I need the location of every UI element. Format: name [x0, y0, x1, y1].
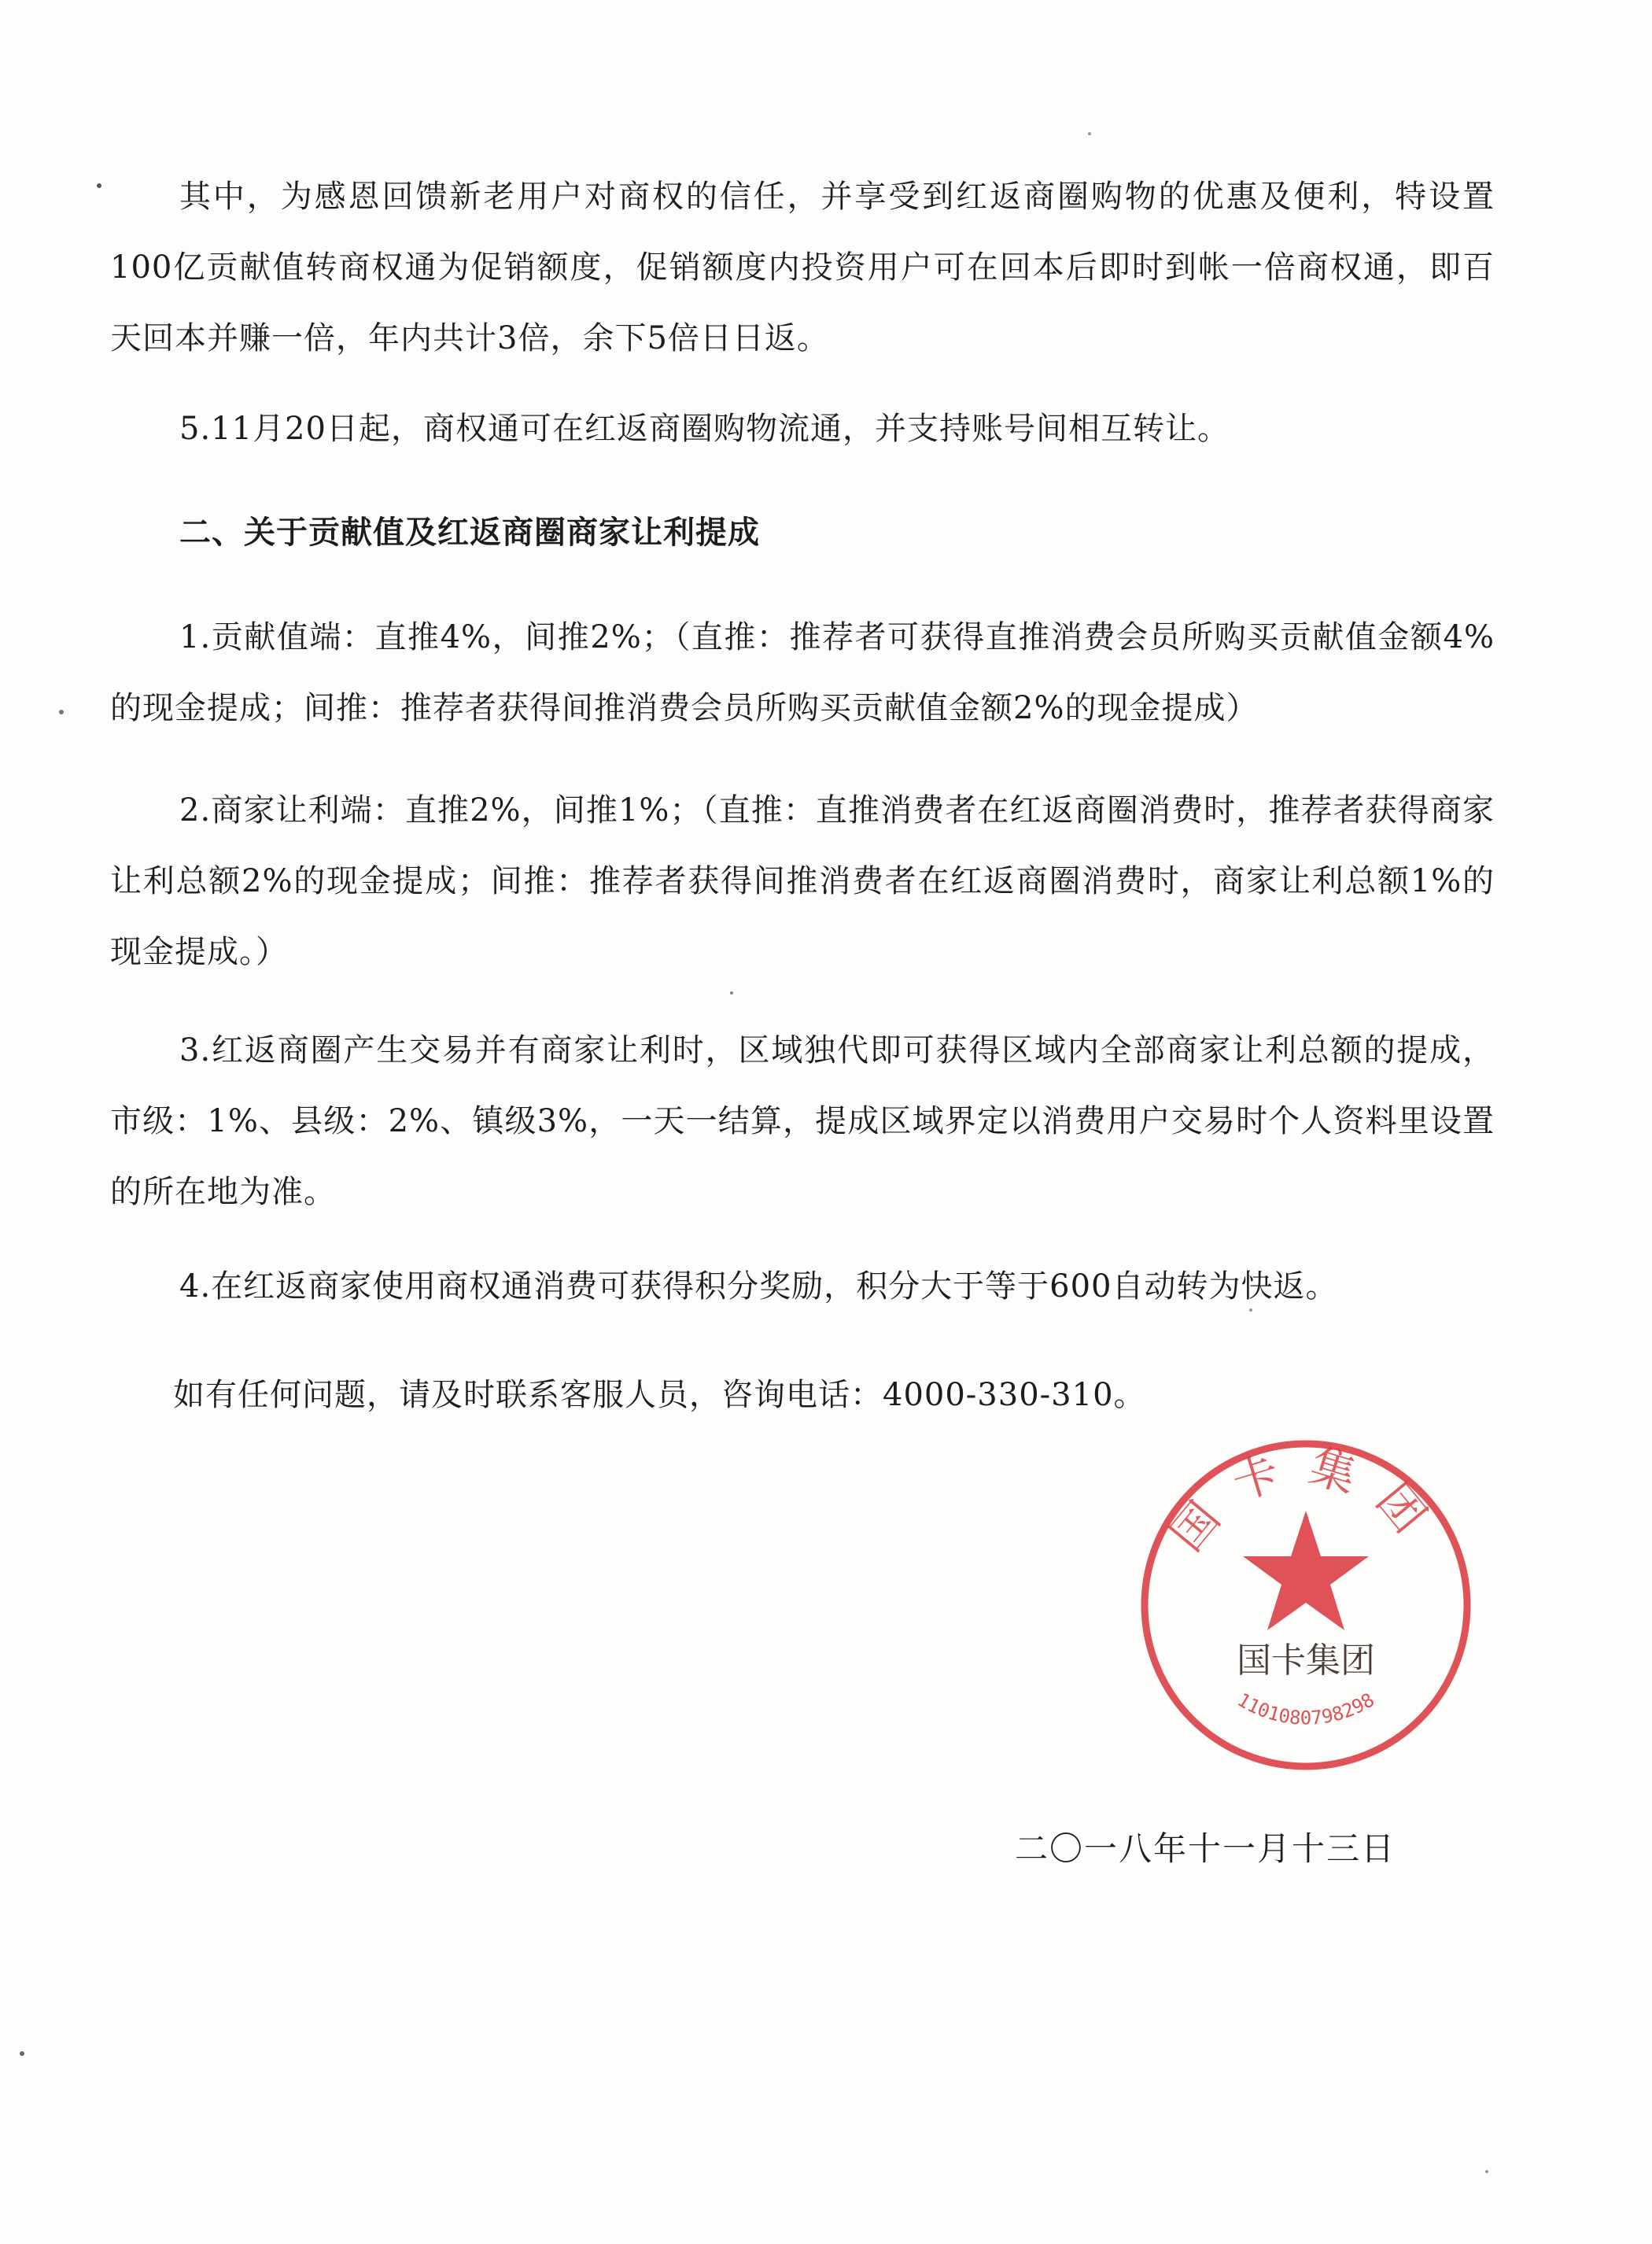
document-date: 二〇一八年十一月十三日 [1015, 1829, 1396, 1868]
seal-name: 国卡集团 [1237, 1641, 1375, 1681]
section-heading-2: 二、关于贡献值及红返商圈商家让利提成 [179, 514, 760, 551]
seal-code: 1101080798298 [1233, 1689, 1378, 1729]
paragraph-item-5: 5.11月20日起，商权通可在红返商圈购物流通，并支持账号间相互转让。 [179, 411, 1230, 447]
seal-ring-text: 国卡集团 [1160, 1438, 1452, 1561]
seal-star-icon [1243, 1511, 1369, 1630]
paragraph-regional-agent: 3.红返商圈产生交易并有商家让利时，区域独代即可获得区域内全部商家让利总额的提成，市级：1%、县级：2%、镇级3%，一天一结算，提成区域界定以消费用户交易时个人资料里设置的所在地为准。 [110, 1032, 1495, 1210]
paragraph-promotion: 其中，为感恩回馈新老用户对商权的信任，并享受到红返商圈购物的优惠及便利，特设置100亿贡献值转商权通为促销额度，促销额度内投资用户可在回本后即时到帐一倍商权通，即百天回本并赚一倍，年内共计3倍，余下5倍日日返。 [110, 179, 1495, 356]
paragraph-points-reward: 4.在红返商家使用商权通消费可获得积分奖励，积分大于等于600自动转为快返。 [179, 1268, 1338, 1305]
paragraph-contact: 如有任何问题，请及时联系客服人员，咨询电话：4000-330-310。 [173, 1377, 1146, 1413]
paragraph-contribution-value: 1.贡献值端：直推4%，间推2%；（直推：推荐者可获得直推消费会员所购买贡献值金额4%的现金提成；间推：推荐者获得间推消费会员所购买贡献值金额2%的现金提成） [110, 619, 1495, 726]
company-seal [1137, 1436, 1475, 1774]
paragraph-merchant-discount: 2.商家让利端：直推2%，间推1%；（直推：直推消费者在红返商圈消费时，推荐者获得商家让利总额2%的现金提成；间推：推荐者获得间推消费者在红返商圈消费时，商家让利总额1%的现金提成。） [110, 792, 1495, 970]
